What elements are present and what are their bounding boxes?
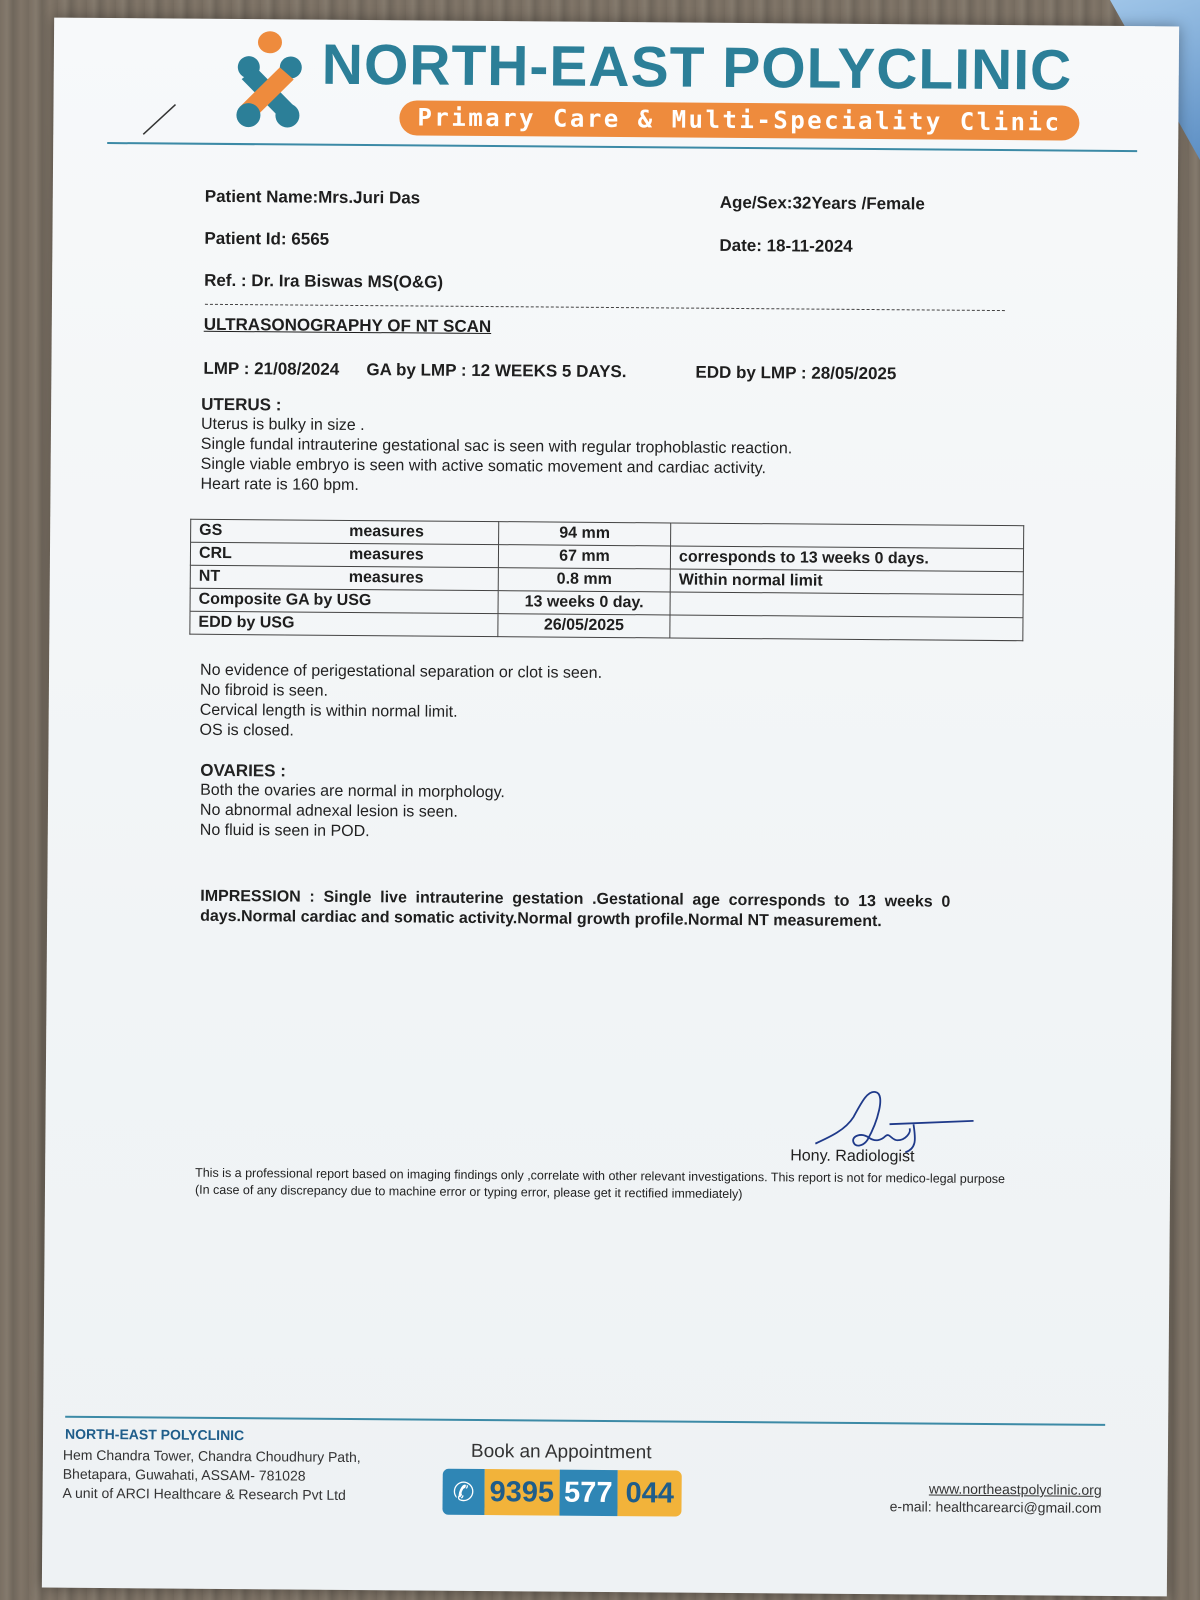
report-title: ULTRASONOGRAPHY OF NT SCAN bbox=[203, 314, 492, 337]
ovaries-heading: OVARIES : bbox=[200, 760, 286, 781]
ovaries-findings bbox=[200, 781, 505, 843]
measure-note bbox=[670, 592, 1023, 618]
email-address: e-mail: healthcarearci@gmail.com bbox=[889, 1498, 1102, 1516]
appointment-phone bbox=[442, 1469, 682, 1517]
footer-address bbox=[63, 1446, 361, 1505]
measure-value: 13 weeks 0 day. bbox=[498, 591, 670, 615]
phone-part: 9395 bbox=[484, 1469, 559, 1516]
finding-line: Cervical length is within normal limit. bbox=[199, 701, 458, 721]
patient-age-sex: Age/Sex:32Years /Female bbox=[719, 192, 925, 214]
phone-icon: ✆ bbox=[442, 1469, 484, 1515]
address-line: A unit of ARCI Healthcare & Research Pvt Ltd bbox=[62, 1484, 346, 1503]
impression: IMPRESSION : Single live intrauterine gestation .Gestational age corresponds to 13 weeks 0 days.Normal cardiac and somatic activity.Normal growth profile.Normal NT measurement. bbox=[200, 887, 951, 931]
measure-verb: measures bbox=[349, 522, 424, 541]
ovaries-line: No fluid is seen in POD. bbox=[199, 821, 370, 841]
measure-verb: measures bbox=[348, 545, 424, 564]
clinic-name: NORTH-EAST POLYCLINIC bbox=[321, 32, 1073, 103]
clinic-tagline: Primary Care & Multi-Speciality Clinic bbox=[399, 100, 1079, 140]
uterus-line: Single fundal intrauterine gestational sac is seen with regular trophoblastic reaction. bbox=[200, 435, 793, 458]
ga-by-lmp: GA by LMP : 12 WEEKS 5 DAYS. bbox=[366, 360, 627, 382]
finding-line: No evidence of perigestational separation or clot is seen. bbox=[199, 661, 603, 682]
measure-note bbox=[671, 523, 1024, 549]
report-date: Date: 18-11-2024 bbox=[719, 235, 853, 256]
finding-line: OS is closed. bbox=[199, 721, 294, 740]
ovaries-line: No abnormal adnexal lesion is seen. bbox=[199, 801, 458, 821]
additional-findings bbox=[200, 661, 603, 744]
pen-mark-icon bbox=[139, 98, 179, 138]
website-link: www.northeastpolyclinic.org bbox=[928, 1480, 1102, 1498]
measure-value: 0.8 mm bbox=[498, 568, 670, 592]
measure-name: Composite GA by USG bbox=[198, 590, 372, 610]
measure-value: 26/05/2025 bbox=[498, 614, 670, 638]
report-page bbox=[42, 18, 1179, 1597]
measure-name: GS bbox=[199, 521, 223, 539]
measure-name: NT bbox=[198, 567, 221, 585]
uterus-line: Heart rate is 160 bpm. bbox=[200, 475, 359, 495]
lmp-date: LMP : 21/08/2024 bbox=[203, 358, 340, 379]
footer-divider bbox=[65, 1416, 1105, 1426]
uterus-heading: UTERUS : bbox=[201, 394, 282, 415]
referring-doctor: Ref. : Dr. Ira Biswas MS(O&G) bbox=[204, 270, 444, 292]
uterus-line: Single viable embryo is seen with active somatic movement and cardiac activity. bbox=[200, 455, 767, 478]
finding-line: No fibroid is seen. bbox=[199, 681, 329, 700]
uterus-findings bbox=[200, 415, 792, 500]
address-line: Bhetapara, Guwahati, ASSAM- 781028 bbox=[62, 1465, 306, 1484]
uterus-line: Uterus is bulky in size . bbox=[200, 415, 365, 435]
measure-note bbox=[670, 615, 1023, 641]
book-appointment-label: Book an Appointment bbox=[470, 1440, 652, 1464]
measurements-table bbox=[189, 519, 1024, 642]
measure-name: CRL bbox=[198, 544, 232, 563]
measure-value: 67 mm bbox=[498, 545, 670, 569]
patient-name: Patient Name:Mrs.Juri Das bbox=[204, 186, 421, 208]
dashed-divider bbox=[205, 304, 1005, 311]
header-divider bbox=[107, 142, 1137, 152]
signature-title: Hony. Radiologist bbox=[790, 1147, 915, 1166]
clinic-logo-icon bbox=[231, 29, 304, 130]
measure-verb: measures bbox=[348, 568, 424, 587]
footer-clinic-name: NORTH-EAST POLYCLINIC bbox=[64, 1425, 245, 1444]
measure-note: Within normal limit bbox=[670, 569, 1023, 595]
phone-part: 044 bbox=[617, 1470, 682, 1517]
measure-note: corresponds to 13 weeks 0 days. bbox=[670, 546, 1023, 572]
address-line: Hem Chandra Tower, Chandra Choudhury Path, bbox=[62, 1446, 361, 1466]
edd-by-lmp: EDD by LMP : 28/05/2025 bbox=[695, 362, 897, 384]
disclaimer: This is a professional report based on imaging findings only ,correlate with other relevant investigations. This report is not for medico-legal purpose (In case of any discrepancy due to machine error or typing error, please get it rectified immediately) bbox=[194, 1165, 1006, 1202]
ovaries-line: Both the ovaries are normal in morphology. bbox=[200, 781, 505, 802]
measure-value: 94 mm bbox=[499, 522, 671, 546]
measure-name: EDD by USG bbox=[198, 613, 295, 632]
phone-part: 577 bbox=[559, 1470, 618, 1516]
patient-id: Patient Id: 6565 bbox=[204, 228, 330, 249]
